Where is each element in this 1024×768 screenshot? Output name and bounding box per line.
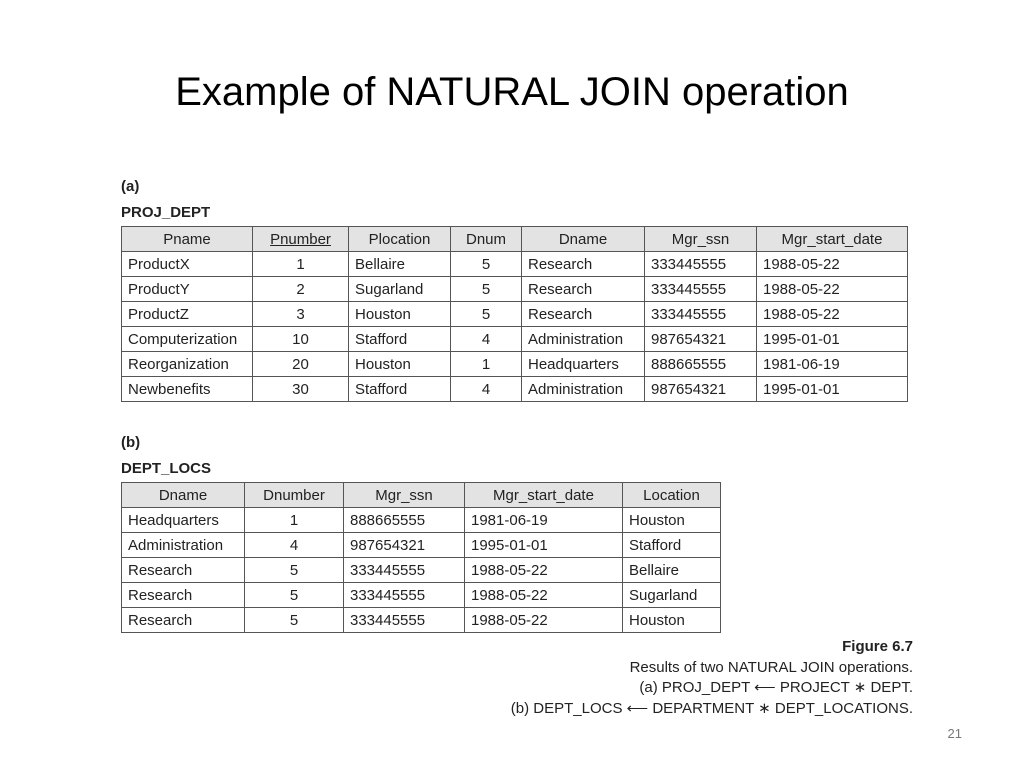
- table-cell: 1995-01-01: [465, 533, 623, 558]
- caption-line: Results of two NATURAL JOIN operations.: [629, 658, 913, 676]
- table-cell: 888665555: [645, 352, 757, 377]
- table-cell: 1981-06-19: [465, 508, 623, 533]
- column-header: Pname: [122, 227, 253, 252]
- figure-caption: [511, 637, 913, 719]
- table-cell: 333445555: [344, 608, 465, 633]
- table-cell: Research: [122, 558, 245, 583]
- table-cell: 333445555: [645, 277, 757, 302]
- table-cell: 1988-05-22: [465, 558, 623, 583]
- table-cell: 5: [245, 558, 344, 583]
- table-cell: Computerization: [122, 327, 253, 352]
- figure-number: Figure 6.7: [842, 638, 913, 655]
- table-cell: Research: [522, 252, 645, 277]
- table-cell: Research: [122, 608, 245, 633]
- table-cell: 4: [451, 327, 522, 352]
- table-row: [122, 608, 721, 633]
- column-header: Dnum: [451, 227, 522, 252]
- table-cell: Research: [522, 302, 645, 327]
- table-cell: 4: [245, 533, 344, 558]
- page-number: 21: [947, 726, 962, 741]
- table-cell: 1995-01-01: [757, 377, 908, 402]
- table-cell: 1981-06-19: [757, 352, 908, 377]
- table-cell: Bellaire: [349, 252, 451, 277]
- table-cell: 987654321: [344, 533, 465, 558]
- dept-locs-table-name: DEPT_LOCS: [121, 460, 212, 477]
- column-header: Dname: [122, 483, 245, 508]
- table-cell: 333445555: [645, 252, 757, 277]
- table-cell: ProductY: [122, 277, 253, 302]
- table-cell: ProductX: [122, 252, 253, 277]
- table-cell: Houston: [623, 508, 721, 533]
- table-cell: Houston: [349, 352, 451, 377]
- column-header: Mgr_start_date: [465, 483, 623, 508]
- table-row: [122, 508, 721, 533]
- table-cell: Reorganization: [122, 352, 253, 377]
- table-cell: Headquarters: [122, 508, 245, 533]
- table-row: [122, 377, 908, 402]
- table-cell: Newbenefits: [122, 377, 253, 402]
- table-cell: 333445555: [344, 558, 465, 583]
- column-header: Mgr_start_date: [757, 227, 908, 252]
- table-cell: 2: [253, 277, 349, 302]
- slide-title: Example of NATURAL JOIN operation: [175, 70, 849, 114]
- dept-locs-table: [121, 482, 721, 633]
- table-cell: 1988-05-22: [465, 608, 623, 633]
- table-cell: Research: [122, 583, 245, 608]
- table-cell: Administration: [522, 327, 645, 352]
- table-cell: Sugarland: [349, 277, 451, 302]
- table-row: [122, 558, 721, 583]
- table-cell: 987654321: [645, 327, 757, 352]
- table-cell: 20: [253, 352, 349, 377]
- table-cell: ProductZ: [122, 302, 253, 327]
- table-row: [122, 583, 721, 608]
- table-cell: 5: [451, 252, 522, 277]
- table-cell: 1988-05-22: [465, 583, 623, 608]
- table-cell: 1: [451, 352, 522, 377]
- column-header: Dnumber: [245, 483, 344, 508]
- caption-line: (a) PROJ_DEPT ⟵ PROJECT ∗ DEPT.: [639, 679, 913, 696]
- table-cell: 1995-01-01: [757, 327, 908, 352]
- table-row: [122, 302, 908, 327]
- column-header: Plocation: [349, 227, 451, 252]
- table-cell: Bellaire: [623, 558, 721, 583]
- proj-dept-table: [121, 226, 908, 402]
- table-row: [122, 533, 721, 558]
- table-cell: 1: [245, 508, 344, 533]
- table-cell: Sugarland: [623, 583, 721, 608]
- table-cell: 5: [451, 302, 522, 327]
- table-cell: 5: [245, 583, 344, 608]
- table-cell: 888665555: [344, 508, 465, 533]
- table-row: [122, 277, 908, 302]
- table-cell: 333445555: [344, 583, 465, 608]
- key-column-label: Pnumber: [270, 230, 331, 248]
- table-cell: Research: [522, 277, 645, 302]
- caption-line: (b) DEPT_LOCS ⟵ DEPARTMENT ∗ DEPT_LOCATIONS.: [510, 699, 913, 717]
- table-row: [122, 327, 908, 352]
- table-cell: 1988-05-22: [757, 252, 908, 277]
- section-a-label: (a): [121, 178, 140, 195]
- table-cell: 987654321: [645, 377, 757, 402]
- table-cell: Headquarters: [522, 352, 645, 377]
- table-cell: Stafford: [349, 327, 451, 352]
- table-cell: 5: [245, 608, 344, 633]
- table-cell: 30: [253, 377, 349, 402]
- table-cell: 10: [253, 327, 349, 352]
- table-cell: Stafford: [623, 533, 721, 558]
- table-row: [122, 252, 908, 277]
- proj-dept-table-name: PROJ_DEPT: [121, 204, 211, 221]
- table-cell: 1: [253, 252, 349, 277]
- table-cell: Administration: [122, 533, 245, 558]
- column-header-key: [253, 227, 349, 252]
- column-header: Mgr_ssn: [645, 227, 757, 252]
- table-cell: Houston: [349, 302, 451, 327]
- table-cell: 5: [451, 277, 522, 302]
- proj-dept-header-row: [122, 227, 908, 252]
- table-cell: 3: [253, 302, 349, 327]
- dept-locs-header-row: [122, 483, 721, 508]
- table-cell: 1988-05-22: [757, 302, 908, 327]
- section-b-label: (b): [121, 434, 141, 451]
- table-row: [122, 352, 908, 377]
- column-header: Location: [623, 483, 721, 508]
- table-cell: Houston: [623, 608, 721, 633]
- table-cell: 333445555: [645, 302, 757, 327]
- table-cell: 1988-05-22: [757, 277, 908, 302]
- column-header: Mgr_ssn: [344, 483, 465, 508]
- table-cell: 4: [451, 377, 522, 402]
- table-cell: Administration: [522, 377, 645, 402]
- table-cell: Stafford: [349, 377, 451, 402]
- column-header: Dname: [522, 227, 645, 252]
